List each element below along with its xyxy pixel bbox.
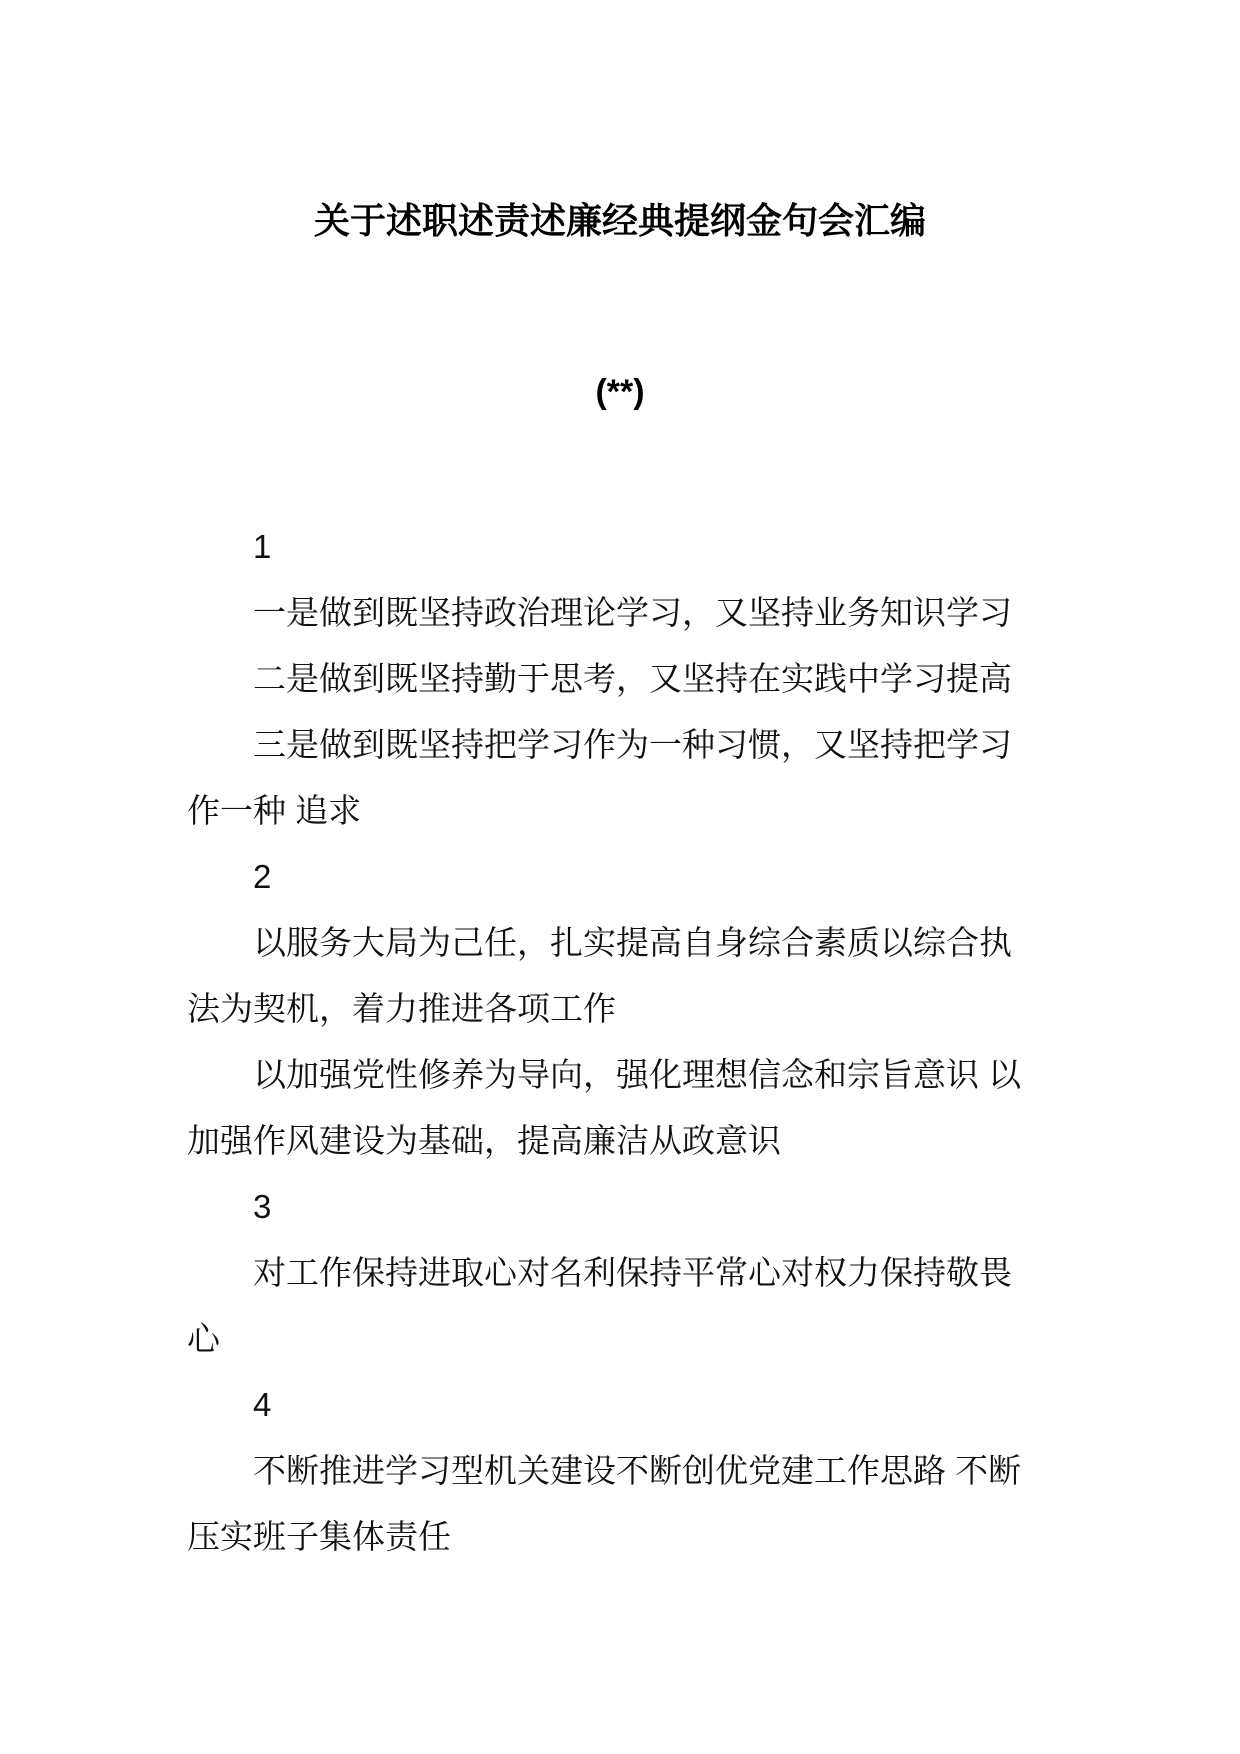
document-byline: (**): [595, 373, 645, 411]
body-line: 以加强党性修养为导向，强化理想信念和宗旨意识 以: [253, 1056, 1022, 1093]
body-line: 对工作保持进取心对名利保持平常心对权力保持敬畏: [253, 1254, 1012, 1291]
body-line: 一是做到既坚持政治理论学习，又坚持业务知识学习: [253, 594, 1012, 631]
body-line: 作一种 追求: [187, 792, 362, 829]
body-line: 三是做到既坚持把学习作为一种习惯，又坚持把学习: [253, 726, 1012, 763]
body-line: 不断推进学习型机关建设不断创优党建工作思路 不断: [253, 1452, 1022, 1489]
body-line: 2: [253, 858, 272, 895]
body-line: 法为契机，着力推进各项工作: [187, 990, 616, 1027]
body-line: 心: [187, 1320, 220, 1357]
body-line: 以服务大局为己任，扎实提高自身综合素质以综合执: [253, 924, 1012, 961]
body-line: 4: [253, 1386, 272, 1423]
body-line: 加强作风建设为基础，提高廉洁从政意识: [187, 1122, 781, 1159]
body-line: 1: [253, 528, 272, 565]
document-body: [0, 514, 1240, 1570]
body-line: 3: [253, 1188, 272, 1225]
body-line: 压实班子集体责任: [187, 1518, 451, 1555]
document-title: 关于述职述责述廉经典提纲金句会汇编: [313, 200, 926, 241]
body-line: 二是做到既坚持勤于思考，又坚持在实践中学习提高: [253, 660, 1012, 697]
